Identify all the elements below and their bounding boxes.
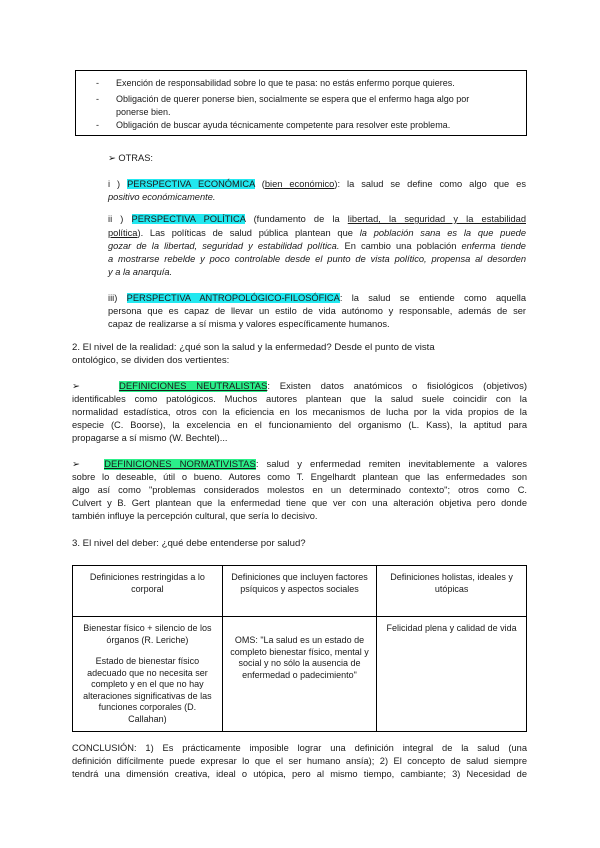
bullet-item: - Obligación de querer ponerse bien, socialmente se espera que el enfermo haga algo por ponerse bien. [96,94,470,117]
neutralistas-line4: especie (C. Boorse), la excelencia en el funcionamiento del organismo (L. Kass), la aptitud para [72,420,527,430]
bullet-box [75,70,527,136]
neutralistas-line5: propagarse a sí mismo (W. Bechtel)... [72,433,228,443]
otras-heading: ➢ OTRAS: [108,153,153,163]
perspectiva-politica-line2: política). Las políticas de salud pública plantean que la población sana es la que puede [108,228,526,238]
perspectiva-politica-line4: a mostrarse rebelde y poco controlable desde el punto de vista político, propensa al desorden [108,254,526,264]
table-header-cell: Definiciones restringidas a lo corporal [73,566,223,617]
perspectiva-politica-line5: y a la anarquía. [108,267,173,277]
callahan-definition: Estado de bienestar físico adecuado que no necesita ser completo y en el que no hay alteraciones significativas de las funciones corporales (D. Callahan) [83,656,212,724]
perspectiva-antropologica: iii) PERSPECTIVA ANTROPOLÓGICO-FILOSÓFICA: la salud se entiende como aquella [108,293,526,303]
perspectiva-politica: ii ) PERSPECTIVA POLÍTICA (fundamento de la libertad, la seguridad y la estabilidad [108,214,526,224]
arrow-bullet-icon: ➢ [108,153,116,163]
normativistas-line3: algo así como "problemas considerados molestos en un determinado contexto"; otros como C. [72,485,527,495]
table-header-cell: Definiciones holistas, ideales y utópicas [377,566,527,617]
perspectiva-politica-line3: gozar de la libertad, seguridad y estabilidad política. En cambio una población enferma tiende [108,241,526,251]
table-header-row [73,566,527,617]
normativistas-line2: sobre lo deseable, útil o bueno. Autores como T. Engelhardt plantean que las enfermedades son [72,472,527,482]
normativistas-line5: también influye la percepción cultural, que sería lo decisivo. [72,511,318,521]
definiciones-neutralistas: ➢ DEFINICIONES NEUTRALISTAS: Existen datos anatómicos o fisiológicos (objetivos) [72,381,528,392]
table-cell-corporal [73,617,223,732]
bullet-item: - Obligación de buscar ayuda técnicamente competente para resolver este problema. [96,120,451,130]
table-cell-holistas [377,617,527,732]
arrow-bullet-icon: ➢ [72,459,80,470]
section-2-heading-line2: ontológico, se dividen dos vertientes: [72,355,230,366]
definitions-table [72,565,527,732]
conclusion-line2: definición difícilmente puede expresar lo que el ser humano ansía); 2) El concepto de salud siempre [72,756,527,766]
normativistas-line4: Culvert y B. Gert plantean que la enfermedad tiene que ver con una alteración objetiva pero donde [72,498,527,508]
perspectiva-antropologica-line2: persona que es capaz de llevar un estilo de vida autónomo y responsable, además de ser [108,306,526,316]
leriche-definition: Bienestar físico + silencio de los órganos (R. Leriche) [83,623,212,645]
arrow-bullet-icon: ➢ [72,381,80,392]
section-3-heading: 3. El nivel del deber: ¿qué debe entenderse por salud? [72,538,306,549]
holistic-definition: Felicidad plena y calidad de vida [386,623,517,633]
oms-definition: OMS: "La salud es un estado de completo bienestar físico, mental y social y no sólo la ausencia de enfermedad o padecimiento" [230,635,369,680]
bullet-item: - Exención de responsabilidad sobre lo que te pasa: no estás enfermo porque quieres. [96,78,455,88]
conclusion-line3: tendrá una dimensión creativa, ideal o utópica, pero al mismo tiempo, cambiante; 3) Necesidad de [72,769,527,779]
table-header-cell: Definiciones que incluyen factores psíquicos y aspectos sociales [222,566,376,617]
table-cell-psiquicos [222,617,376,732]
perspectiva-economica: i ) PERSPECTIVA ECONÓMICA (bien económico): la salud se define como algo que es [108,179,527,189]
conclusion: CONCLUSIÓN: 1) Es prácticamente imposible lograr una definición integral de la salud (una [72,743,527,753]
neutralistas-line3: normalidad estadística, otros con la eficiencia en los mecanismos de lucha por la vida propios de la [72,407,527,417]
neutralistas-line2: identificables como patológicos. Muchos autores plantean que la salud suele coincidir con la [72,394,527,404]
table-row [73,617,527,732]
section-2-heading: 2. El nivel de la realidad: ¿qué son la salud y la enfermedad? Desde el punto de vista [72,342,435,353]
perspectiva-economica-line2: positivo económicamente. [108,192,216,202]
definiciones-normativistas: ➢ DEFINICIONES NORMATIVISTAS: salud y enfermedad remiten inevitablemente a valores [72,459,528,470]
perspectiva-antropologica-line3: capaz de realizarse a sí misma y valores específicamente humanos. [108,319,390,329]
